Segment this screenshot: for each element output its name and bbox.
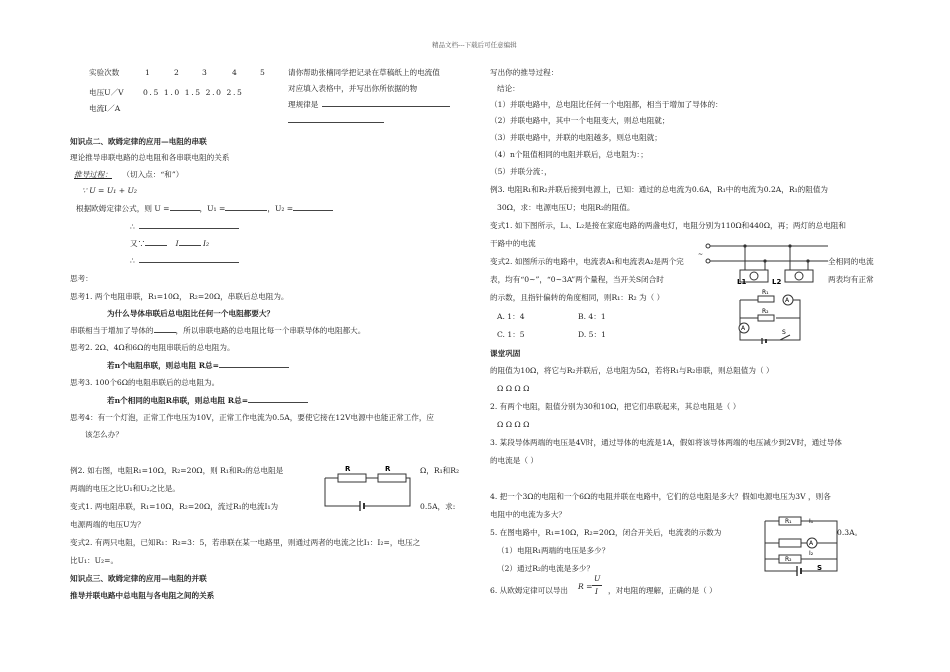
variant: 变式2. 有两只电阻，已知R₁：R₂=3：5，若串联在某一电路里，则通过两者的电流之比I₁：I₂=，电压之	[70, 538, 421, 547]
i1-label: I₁	[809, 518, 814, 525]
question	[70, 326, 365, 336]
formula-u: U	[594, 574, 601, 583]
section-title: 课堂巩固	[490, 349, 521, 358]
proof-hint: （切入点：“和”）	[122, 170, 184, 179]
variant: 的示数，且指针偏转的角度相同，则R₁：R₂ 为（ ）	[490, 293, 665, 302]
resistor-r2	[378, 474, 406, 482]
equation	[130, 256, 239, 266]
q-text: 若n个电阻串联，则总电阻 R总=	[107, 361, 219, 370]
question-options: Ω Ω Ω Ω	[497, 384, 530, 393]
option[interactable]: B. 4：1	[578, 312, 606, 321]
question: （2）通过R₂的电流是多少？	[497, 564, 595, 573]
question: 0.3A。	[837, 528, 863, 537]
therefore-symbol: ∴	[130, 256, 135, 265]
answer-blank[interactable]	[293, 210, 333, 211]
think-label: 思考：	[70, 274, 93, 283]
question-bold: 为什么导体串联后总电阻比任何一个电阻都要大？	[107, 309, 275, 318]
question: 的电流是（ ）	[490, 456, 538, 465]
option[interactable]: C. 1：5	[497, 330, 525, 339]
question: 3. 某段导体两端的电压是4V时，通过导体的电流是1A，假如将该导体两端的电压减少到2V时，通过导体	[490, 438, 842, 447]
question: 2. 有两个电阻，阻值分别为30和10Ω，把它们串联起来，其总电阻是（ ）	[490, 402, 741, 411]
because-symbol: 又∵	[130, 239, 146, 248]
variant: 全相同的电流	[828, 257, 874, 266]
q-text: ，所以串联电路的总电阻比每一个串联导体的电阻都大。	[175, 326, 366, 335]
question: ，对电阻的理解，正确的是（ ）	[608, 586, 717, 595]
question: （1）电阻R₁两端的电压是多少？	[497, 546, 610, 555]
variant: 变式2. 如图所示的电路中，电流表A₁和电流表A₂是两个完	[490, 257, 684, 266]
answer-line[interactable]	[288, 116, 384, 126]
series-circuit-diagram	[320, 464, 415, 512]
answer-blank[interactable]	[154, 332, 176, 333]
section-title: 知识点三、欧姆定律的应用—电阻的并联	[70, 574, 207, 583]
question: 思考3. 100个6Ω的电阻串联后的总电阻为。	[70, 378, 220, 387]
r1-label: R₁	[785, 518, 792, 525]
answer-blank[interactable]	[145, 245, 167, 246]
example: 30Ω，求：电源电压U；电阻R₂的阻值。	[497, 203, 635, 212]
prompt-text	[288, 100, 450, 110]
table-row-label: 电流I／A	[89, 104, 121, 113]
question: 该怎么办？	[85, 430, 123, 439]
prompt-text: 写出你的推导过程：	[490, 68, 559, 77]
section-subtitle: 推导并联电路中总电阻与各电阻之间的关系	[70, 591, 215, 600]
question: 的阻值为10Ω，将它与R₂并联后，总电阻为5Ω，若将R₁与R₂串联，则总阻值为（ ）	[490, 366, 774, 375]
conclusion-item: （2）并联电路中，其中一个电阻变大，则总电阻就；	[490, 116, 670, 125]
current-symbol: I	[175, 239, 179, 248]
lamp-l1-label: L1	[737, 278, 747, 286]
answer-blank[interactable]	[179, 245, 201, 246]
prompt-text: 请你帮助张楠同学把记录在草稿纸上的电流值	[288, 68, 440, 77]
question: 电阻中的电流为多大？	[490, 510, 566, 519]
r2-label: R₂	[762, 308, 769, 315]
r1-label: R₁	[762, 289, 769, 296]
lamp-l2-icon	[795, 272, 803, 280]
variant: 变式1. 两电阻串联，R₁=10Ω，R₂=20Ω，流过R₁的电流I₁为	[70, 502, 279, 511]
section-title: 知识点二、欧姆定律的应用—电阻的串联	[70, 137, 207, 146]
answer-blank[interactable]	[288, 122, 384, 123]
answer-blank[interactable]	[225, 210, 267, 211]
conclusion-item: （5）并联分流：，	[490, 167, 552, 176]
eq-text: 根据欧姆定律公式，则 U =	[76, 204, 170, 213]
table-cell: 0.5 1.0 1.5 2.0 2.5	[143, 88, 244, 97]
switch-label: S	[817, 564, 823, 572]
answer-blank[interactable]	[219, 367, 289, 368]
example: Ω，R₁和R₂	[420, 466, 460, 475]
variant: 比U₁：U₂=。	[70, 556, 119, 565]
equation: ∵ U = U₁ + U₂	[82, 186, 137, 195]
question: 思考2. 2Ω、4Ω和6Ω的电阻串联后的总电阻为。	[70, 343, 235, 352]
section-subtitle: 理论推导串联电路的总电阻和各串联电阻的关系	[70, 153, 230, 162]
prompt-text: 对应填入表格中，并写出你所依据的物	[288, 84, 418, 93]
r2-label: R₂	[785, 556, 792, 563]
answer-blank[interactable]	[139, 262, 239, 263]
lamp-l1-icon	[750, 272, 758, 280]
table-cell: 5	[260, 68, 265, 77]
current-symbol: I₂	[203, 239, 210, 248]
answer-blank[interactable]	[139, 228, 239, 229]
option[interactable]: D. 5：1	[578, 330, 606, 339]
formula-r: R =	[578, 582, 593, 591]
r1-label: R	[345, 465, 351, 473]
table-row-label: 电压U／V	[89, 88, 124, 97]
equation	[130, 239, 209, 249]
eq-text: ，U₁ =	[199, 204, 226, 213]
ammeter-a1-label: A	[785, 297, 790, 304]
question-bold	[107, 361, 289, 371]
conclusion-item: （1）并联电路中，总电阻比任何一个电阻都，相当于增加了导体的：	[490, 100, 723, 109]
i2-label: I₂	[809, 550, 814, 557]
therefore-symbol: ∴	[130, 222, 135, 231]
example: 例3. 电阻R₁和R₂并联后接到电源上，已知：通过的总电流为0.6A，R₁中的电流为0.2A，R₁的阻值为	[490, 185, 829, 194]
conclusion-item: （3）并联电路中，并联的电阻越多，则总电阻就；	[490, 133, 662, 142]
option[interactable]: A. 1：4	[497, 312, 525, 321]
q-text: 串联相当于增加了导体的	[70, 326, 154, 335]
question: 5. 在图电路中，R₁=10Ω，R₂=20Ω，闭合开关后，电流表的示数为	[490, 528, 722, 537]
table-cell: 3	[202, 68, 207, 77]
parallel-lamps-circuit-diagram	[700, 240, 830, 348]
table-cell: 4	[232, 68, 237, 77]
q-text: 若n个相同的电阻R串联，则总电阻 R总=	[107, 396, 249, 405]
r2-label: R	[385, 465, 391, 473]
equation	[130, 222, 239, 232]
question: 思考4：有一个灯泡，正常工作电压为10V，正常工作电流为0.5A，要使它接在12V电源中也能正常工作，应	[70, 413, 435, 422]
ammeter-label: A	[809, 540, 814, 547]
resistor-r1	[758, 296, 774, 302]
conclusion-item: （4）n个阻值相同的电阻并联后，总电阻为：；	[490, 150, 648, 159]
switch-label: S	[782, 329, 786, 336]
example: 两端的电压之比U₁和U₂之比是。	[70, 484, 181, 493]
variant: 表，均有“0~”，“0~3A”两个量程，当开关S闭合时	[490, 275, 664, 284]
formula-i: I	[595, 587, 598, 596]
variant: 两表均有正常	[828, 275, 874, 284]
variant: 0.5A，求:	[420, 502, 456, 511]
variant: 电源两端的电压U为？	[70, 520, 145, 529]
q-text: 理规律是	[288, 100, 319, 109]
eq-text: ，U₂ =	[267, 204, 294, 213]
lamp-l2-label: L2	[772, 278, 782, 286]
question-bold	[107, 396, 308, 406]
table-cell: 2	[174, 68, 179, 77]
equation	[76, 204, 333, 214]
question: 4. 把一个3Ω的电阻和一个6Ω的电阻并联在电路中，它们的总电阻是多大？假如电源电压为3V ，则各	[490, 492, 831, 501]
resistor-r1	[338, 474, 366, 482]
question: 思考1. 两个电阻串联，R₁=10Ω， R₂=20Ω，串联后总电阻为。	[70, 292, 289, 301]
ammeter-a2-label: A	[741, 325, 746, 332]
variant: 干路中的电流	[490, 239, 536, 248]
question: 6. 从欧姆定律可以导出	[490, 586, 569, 595]
example: 例2. 如右图，电阻R₁=10Ω，R₂=20Ω，则 R₁和R₂的总电阻是	[70, 466, 284, 475]
variant: 变式1. 如下图所示，L₁、L₂是接在家庭电路的两盏电灯，电阻分别为110Ω和440Ω，再；两灯的总电阻和	[490, 221, 846, 230]
question-options: Ω Ω Ω Ω	[497, 420, 530, 429]
resistor-r2	[758, 315, 774, 321]
proof-label	[74, 170, 183, 180]
resistor-r1-b	[779, 539, 801, 547]
svg-text:~: ~	[698, 251, 704, 258]
answer-blank[interactable]	[322, 106, 450, 107]
table-cell: 1	[145, 68, 150, 77]
answer-blank[interactable]	[248, 402, 308, 403]
page-header: 精品文档---下载后可任意编辑	[432, 41, 517, 49]
proof-label-text: 推导过程：	[74, 170, 112, 179]
q5-circuit-diagram	[757, 513, 847, 577]
table-row-label: 实验次数	[89, 68, 120, 77]
conclusion-label: 结论：	[497, 84, 520, 93]
answer-blank[interactable]	[170, 210, 200, 211]
